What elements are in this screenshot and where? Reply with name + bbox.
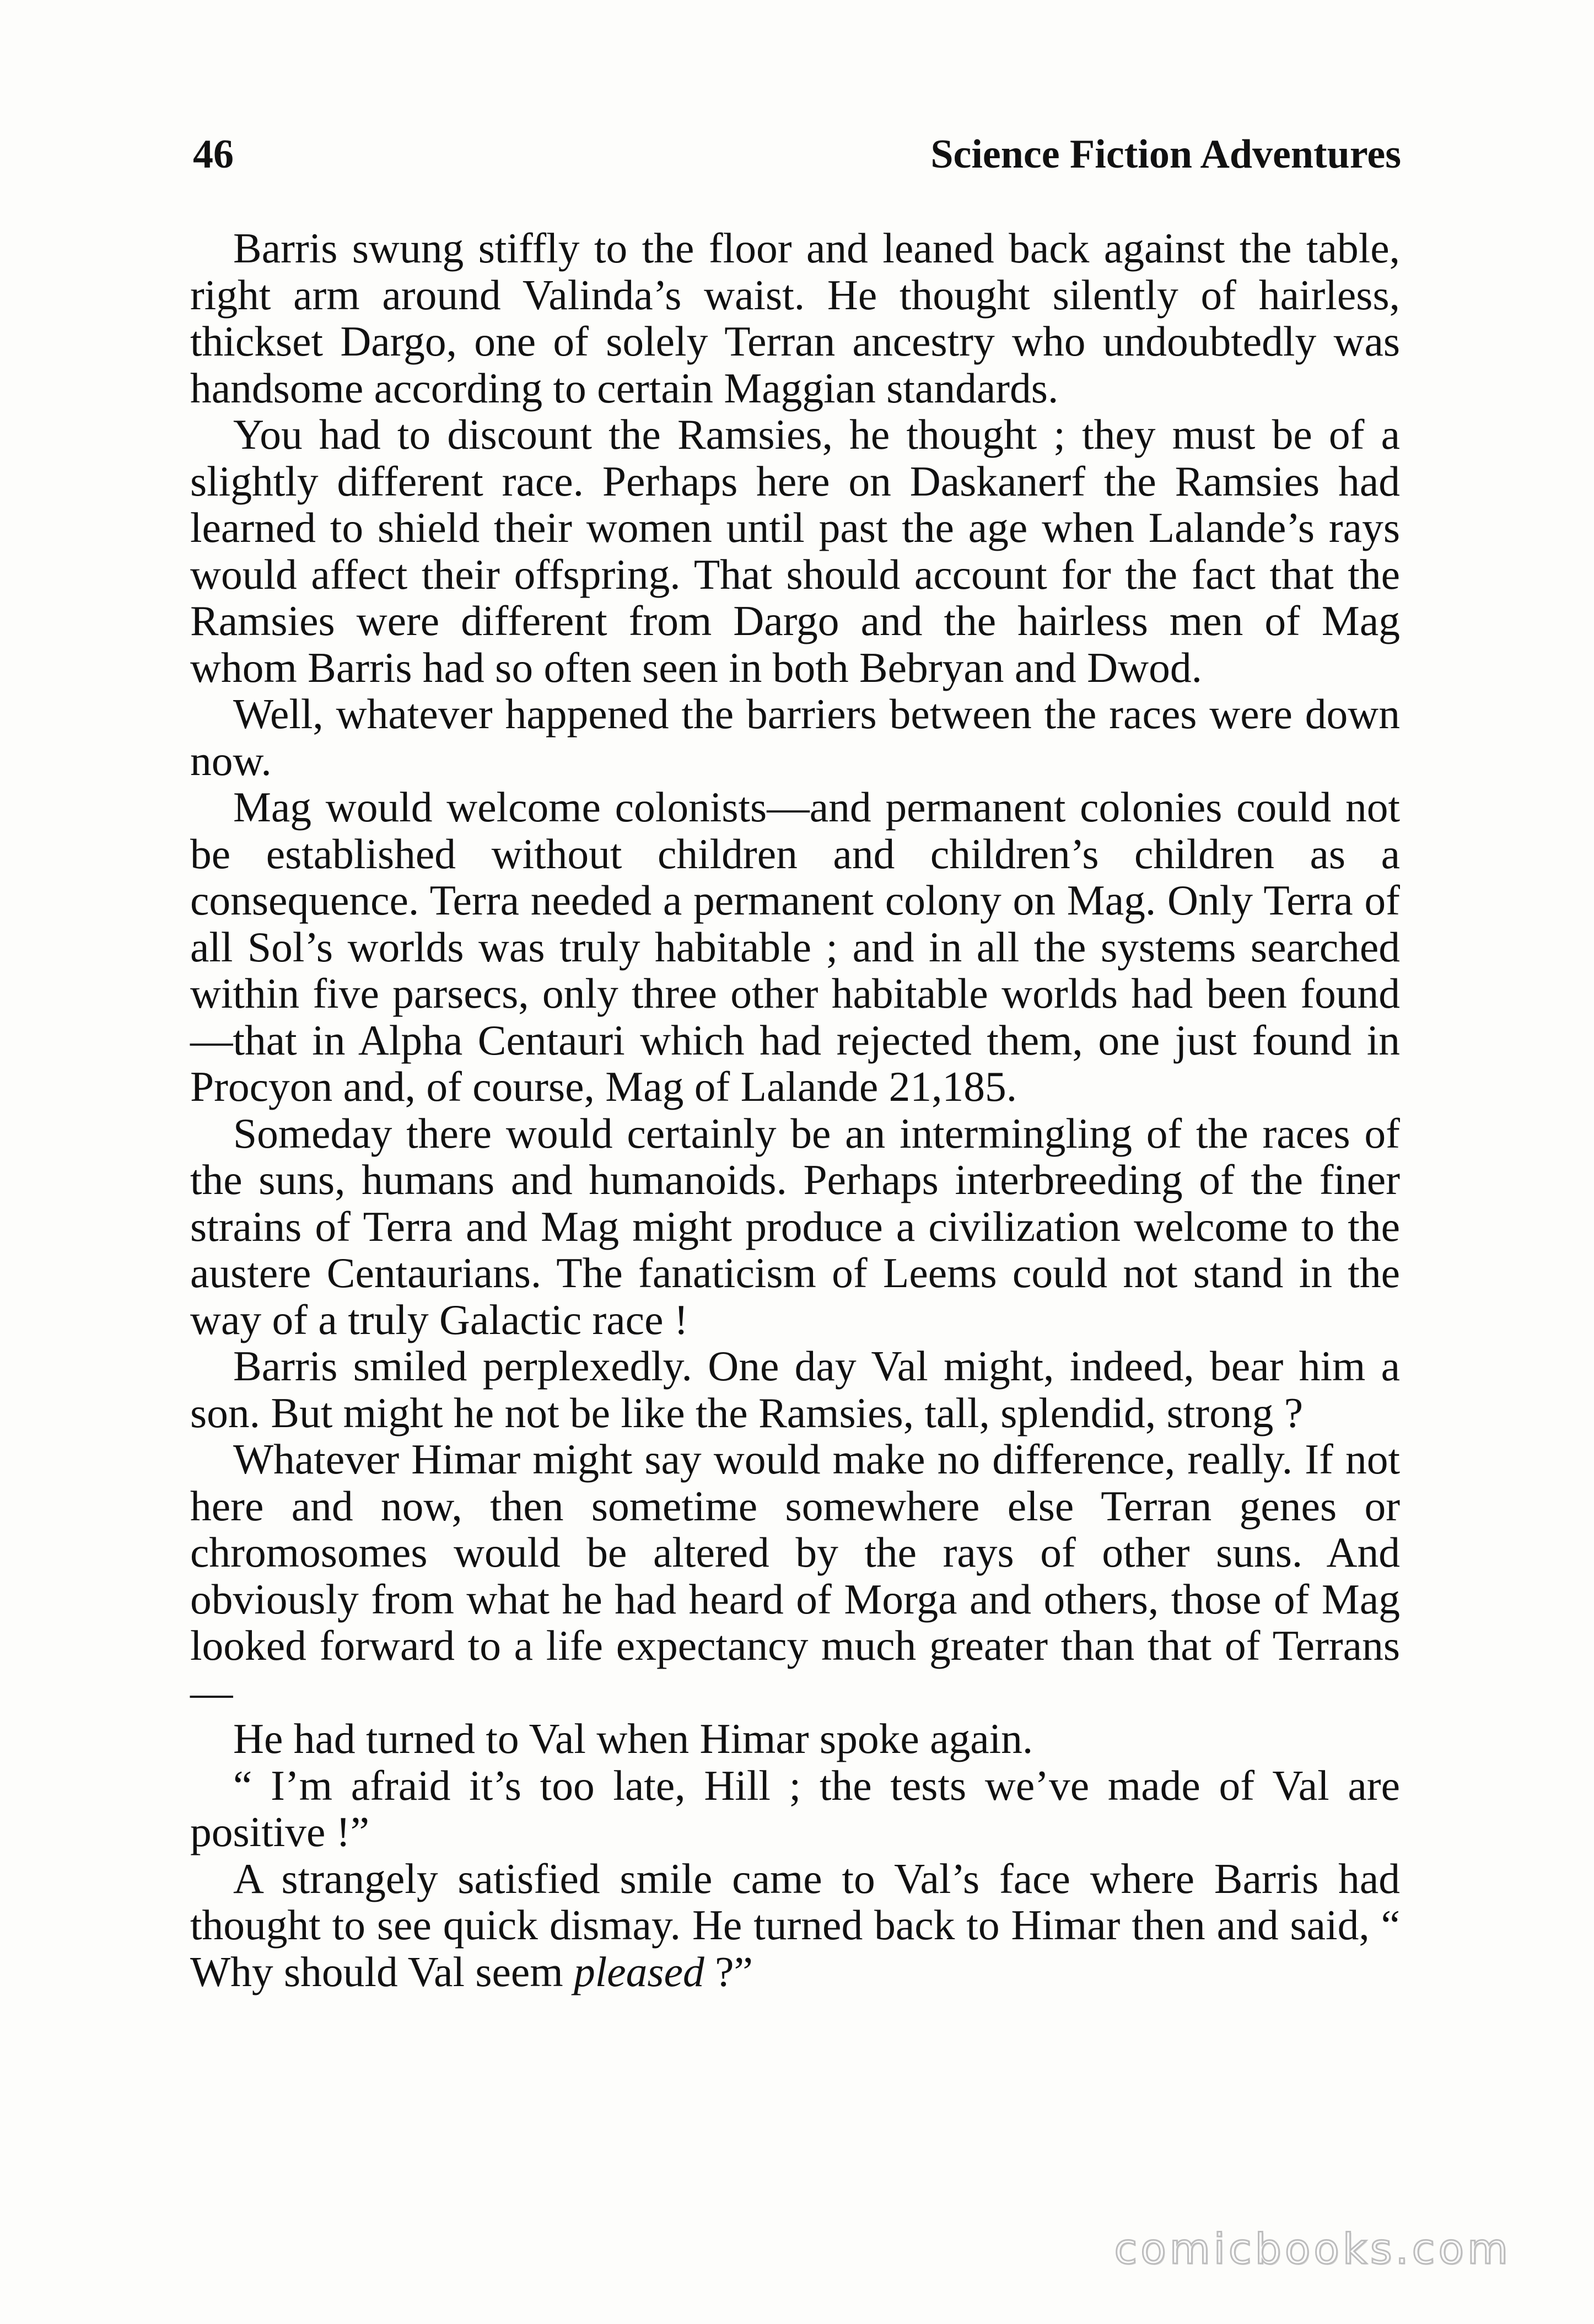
- paragraph-last: [190, 1855, 1400, 1995]
- paragraph: Whatever Himar might say would make no difference, really. If not here and now, then sometime somewhere else Terran genes or chromosomes would be altered by the rays of other suns. And obviously from what he had heard of Morga and others, those of Mag looked forward to a life expectancy much greater than that of Terrans—: [190, 1435, 1400, 1716]
- paragraph-last-text: A strangely satisfied smile came to Val’s face where Barris had thought to see quick dismay. He turned back to Himar then and said, “ Why should Val seem: [190, 1854, 1400, 1995]
- paragraph: Barris swung stiffly to the floor and leaned back against the table, right arm around Valinda’s waist. He thought silently of hairless, thickset Dargo, one of solely Terran ancestry who undoubtedly was handsome according to certain Maggian standards.: [190, 224, 1400, 412]
- paragraph: Well, whatever happened the barriers between the races were down now.: [190, 690, 1400, 784]
- paragraph: Barris smiled perplexedly. One day Val might, indeed, bear him a son. But might he not be like the Ramsies, tall, splendid, strong ?: [190, 1342, 1400, 1437]
- page-header: [193, 131, 1401, 192]
- body-text: [190, 225, 1400, 1995]
- paragraph: Someday there would certainly be an intermingling of the races of the suns, humans and humanoids. Perhaps interbreeding of the finer strains of Terra and Mag might produce a civilization welcome to the austere Centaurians. The fanaticism of Leems could not stand in the way of a truly Galactic race !: [190, 1109, 1400, 1343]
- paragraph-last-tail: ?”: [704, 1948, 753, 1995]
- paragraph: Mag would welcome colonists—and permanent colonies could not be established without children and children’s children as a consequence. Terra needed a permanent colony on Mag. Only Terra of all Sol’s worlds was truly habitable ; and in all the systems searched within five parsecs, only three other habitable worlds had been found—that in Alpha Centauri which had rejected them, one just found in Procyon and, of course, Mag of Lalande 21,185.: [190, 783, 1400, 1110]
- paragraph: He had turned to Val when Himar spoke again.: [233, 1715, 1033, 1762]
- page-number: 46: [193, 132, 234, 177]
- running-title: Science Fiction Adventures: [930, 132, 1401, 177]
- emphasis-pleased: pleased: [574, 1948, 704, 1995]
- watermark: comicbooks.com: [1114, 2224, 1511, 2273]
- paragraph: “ I’m afraid it’s too late, Hill ; the tests we’ve made of Val are positive !”: [190, 1761, 1400, 1855]
- paragraph: You had to discount the Ramsies, he thought ; they must be of a slightly different race. Perhaps here on Daskanerf the Ramsies had learned to shield their women until past the age when Lalande’s rays would affect their offspring. That should account for the fact that the Ramsies were different from Dargo and the hairless men of Mag whom Barris had so often seen in both Bebryan and Dwod.: [190, 411, 1400, 691]
